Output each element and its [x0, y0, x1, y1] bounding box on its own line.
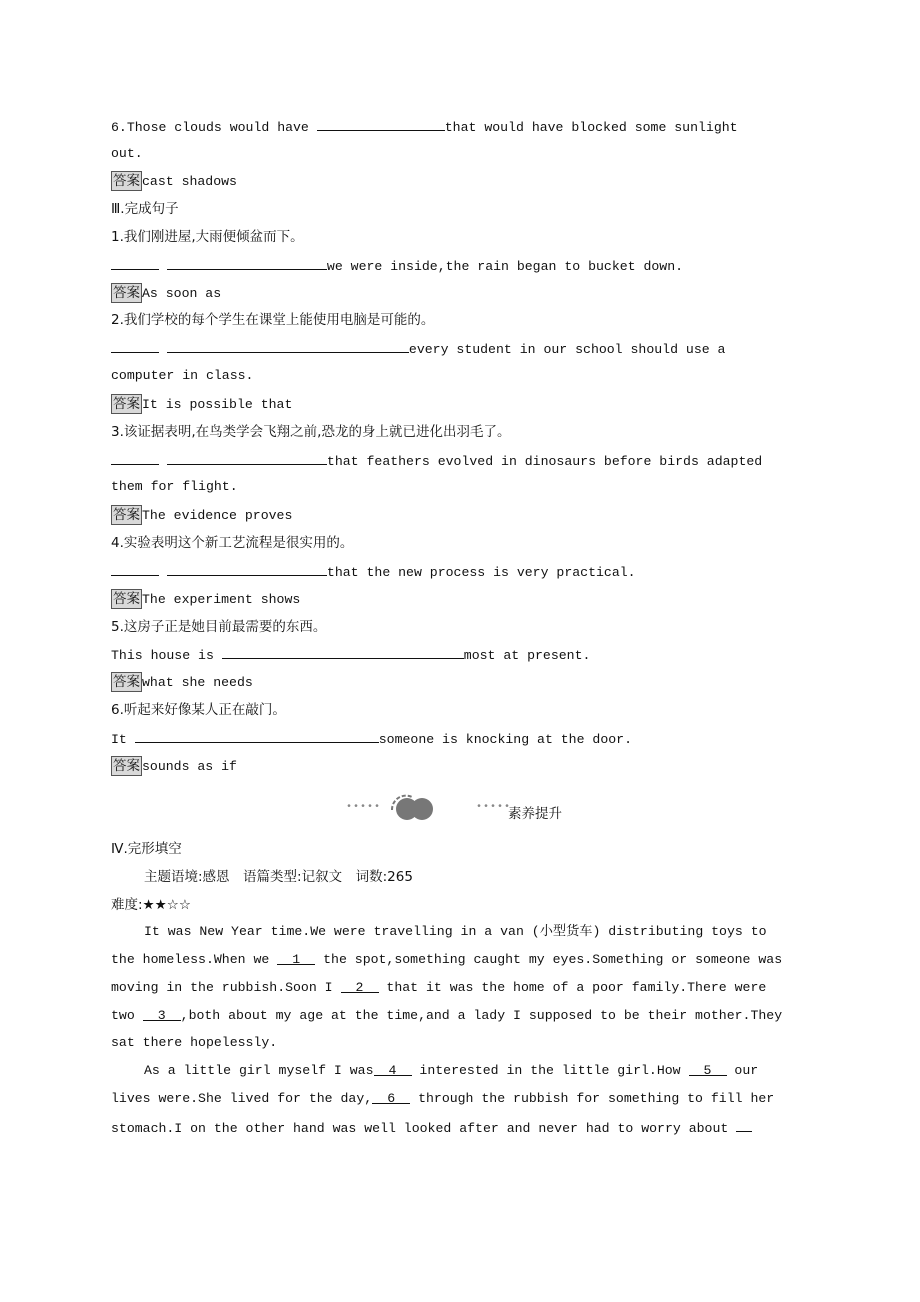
passage-line: [111, 978, 766, 998]
blank: [135, 728, 379, 743]
blank: [167, 255, 327, 270]
text: that it was the home of a poor family.There were: [386, 980, 767, 995]
answer-tag: 答案: [113, 507, 140, 523]
text: someone is knocking at the door.: [378, 732, 632, 747]
question-cn: 5.这房子正是她目前最需要的东西。: [111, 619, 327, 635]
dots-decoration: •••••: [476, 802, 512, 813]
answer-text: As soon as: [142, 286, 222, 301]
text: stomach.I on the other hand was well looked after and never had to worry about: [111, 1121, 737, 1136]
blank: [111, 561, 159, 576]
question-cn: 6.听起来好像某人正在敲门。: [111, 702, 286, 718]
difficulty-rating: 难度:★★☆☆: [111, 897, 191, 913]
question-cn: 2.我们学校的每个学生在课堂上能使用电脑是可能的。: [111, 312, 435, 328]
question-cn: 3.该证据表明,在鸟类学会飞翔之前,恐龙的身上就已进化出羽毛了。: [111, 424, 511, 440]
passage-line: [111, 1117, 752, 1137]
passage-line: It was New Year time.We were travelling in a van (小型货车) distributing toys to: [144, 924, 767, 939]
question-cont: computer in class.: [111, 368, 254, 383]
blank: [111, 255, 159, 270]
section-title: Ⅳ.完形填空: [111, 841, 182, 857]
answer-row: [111, 505, 292, 525]
blank-numbered: 1: [277, 950, 315, 965]
text: most at present.: [463, 648, 591, 663]
text: the homeless.When we: [111, 952, 278, 967]
text: It: [111, 732, 135, 747]
answer-text: sounds as if: [142, 759, 237, 774]
passage-line: [111, 950, 782, 970]
blank: [167, 338, 409, 353]
q6-cont: out.: [111, 146, 143, 161]
text: 6.Those clouds would have: [111, 120, 317, 135]
question-cn: 4.实验表明这个新工艺流程是很实用的。: [111, 535, 354, 551]
circles-logo-icon: [386, 792, 438, 822]
blank-numbered: 4: [374, 1061, 412, 1076]
text: two: [111, 1008, 143, 1023]
text: our: [734, 1063, 759, 1078]
answer-tag: 答案: [113, 173, 140, 189]
text: the spot,something caught my eyes.Something or someone was: [323, 952, 783, 967]
section-banner: [346, 792, 586, 828]
answer-text: The evidence proves: [142, 508, 293, 523]
passage-line: [111, 1089, 774, 1109]
question-line: [111, 644, 590, 664]
answer-row: [111, 672, 253, 692]
blank: [317, 116, 445, 131]
text: moving in the rubbish.Soon I: [111, 980, 341, 995]
answer-row: [111, 283, 221, 303]
passage-line: [111, 1006, 782, 1026]
answer-text: It is possible that: [142, 397, 293, 412]
blank-numbered: 5: [689, 1061, 727, 1076]
blank: [111, 338, 159, 353]
blank-numbered: 6: [372, 1089, 410, 1104]
passage-line: sat there hopelessly.: [111, 1035, 278, 1050]
passage-meta: 主题语境:感恩 语篇类型:记叙文 词数:265: [144, 869, 413, 885]
dots-decoration: •••••: [346, 802, 382, 813]
question-cont: them for flight.: [111, 479, 238, 494]
question-line: [111, 255, 683, 275]
answer-tag: 答案: [113, 758, 140, 774]
blank: [167, 450, 327, 465]
question-line: [111, 561, 636, 581]
question-line: [111, 450, 762, 470]
blank: [167, 561, 327, 576]
answer-row: [111, 756, 237, 776]
answer-row: [111, 171, 237, 191]
text: lives were.She lived for the day,: [111, 1091, 373, 1106]
question-line: [111, 338, 725, 358]
banner-label: 素养提升: [508, 806, 562, 822]
text: This house is: [111, 648, 222, 663]
text: every student in our school should use a: [408, 342, 726, 357]
answer-tag: 答案: [113, 285, 140, 301]
q6-line: [111, 116, 738, 136]
text: interested in the little girl.How: [419, 1063, 689, 1078]
text: we were inside,the rain began to bucket down.: [326, 259, 684, 274]
text: As a little girl myself I was: [144, 1063, 374, 1078]
answer-tag: 答案: [113, 396, 140, 412]
answer-tag: 答案: [113, 674, 140, 690]
question-cn: 1.我们刚进屋,大雨便倾盆而下。: [111, 229, 304, 245]
answer-row: [111, 394, 292, 414]
passage-line: [144, 1061, 758, 1081]
blank: [222, 644, 464, 659]
text: ,both about my age at the time,and a lady I supposed to be their mother.They: [180, 1008, 783, 1023]
answer-text: what she needs: [142, 675, 253, 690]
blank: [736, 1117, 752, 1132]
text: through the rubbish for something to fill her: [418, 1091, 775, 1106]
text: that would have blocked some sunlight: [444, 120, 738, 135]
answer-tag: 答案: [113, 591, 140, 607]
text: that feathers evolved in dinosaurs before birds adapted: [326, 454, 763, 469]
section-title: Ⅲ.完成句子: [111, 201, 179, 217]
answer-row: [111, 589, 300, 609]
text: that the new process is very practical.: [326, 565, 636, 580]
answer-text: The experiment shows: [142, 592, 301, 607]
blank-numbered: 3: [143, 1006, 181, 1021]
blank-numbered: 2: [341, 978, 379, 993]
answer-text: cast shadows: [142, 174, 237, 189]
blank: [111, 450, 159, 465]
question-line: [111, 728, 632, 748]
